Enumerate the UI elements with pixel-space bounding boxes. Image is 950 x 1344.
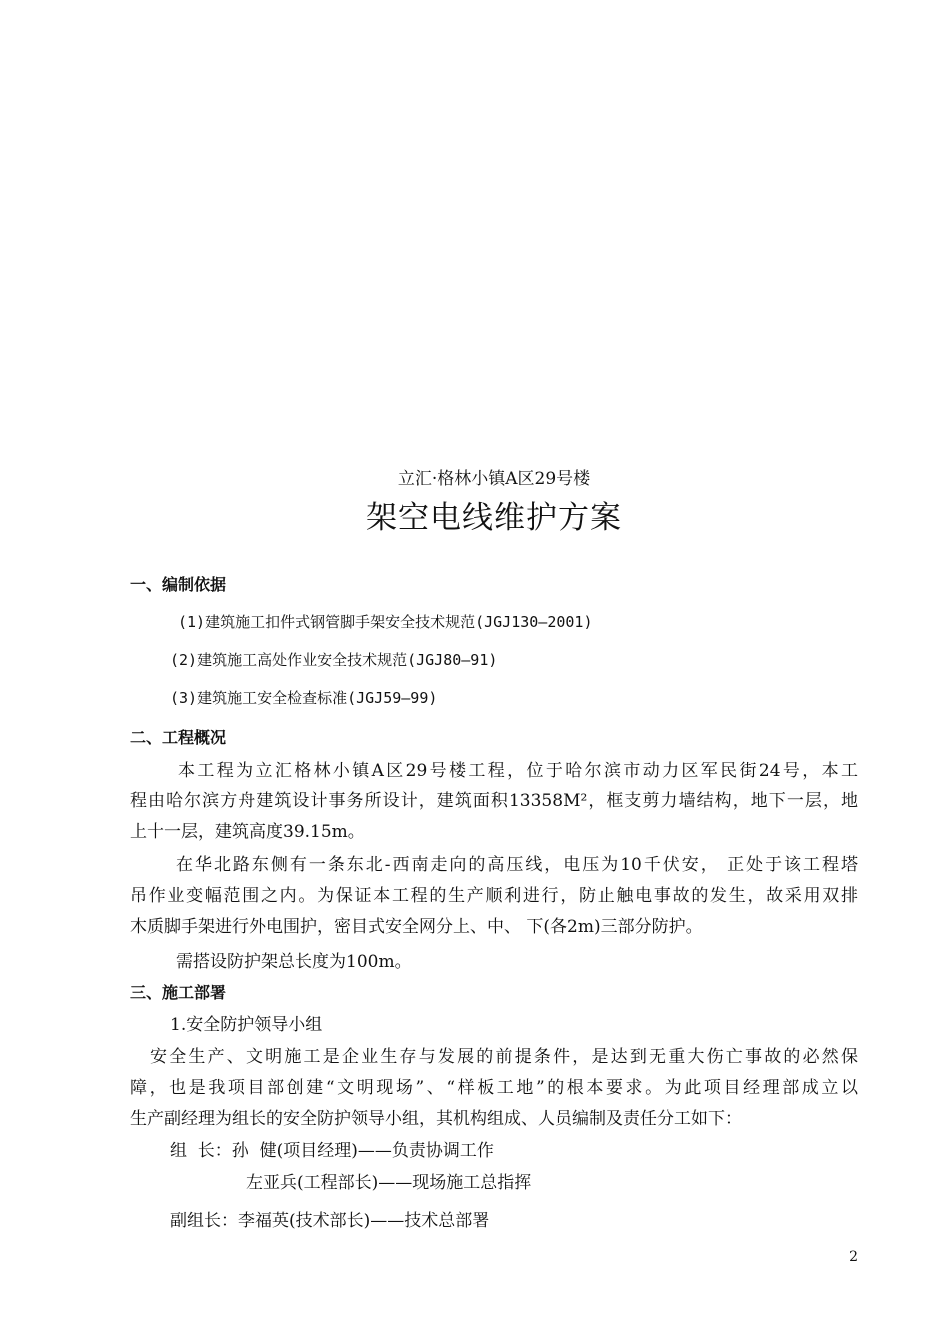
reference-item: (3)建筑施工安全检查标准(JGJ59—99) xyxy=(170,689,438,707)
section-heading-basis: 一、编制依据 xyxy=(130,575,227,594)
member-entry-deputy: 副组长：李福英(技术部长)——技术总部署 xyxy=(170,1211,490,1231)
section-heading-deployment: 三、施工部署 xyxy=(130,983,227,1002)
paragraph-line: 障，也是我项目部创建“文明现场”、“样板工地”的根本要求。为此项目经理部成立以 xyxy=(130,1078,858,1098)
paragraph-line: 本工程为立汇格林小镇A区29号楼工程，位于哈尔滨市动力区军民街24号，本工 xyxy=(178,761,858,781)
paragraph-line: 上十一层，建筑高度39.15m。 xyxy=(130,822,365,842)
page-number: 2 xyxy=(849,1249,858,1265)
document-title: 架空电线维护方案 xyxy=(366,500,622,536)
reference-item: (2)建筑施工高处作业安全技术规范(JGJ80—91) xyxy=(170,651,498,669)
reference-item: (1)建筑施工扣件式钢管脚手架安全技术规范(JGJ130—2001) xyxy=(178,613,593,631)
paragraph-line: 木质脚手架进行外电围护，密目式安全网分上、中、 下(各2m)三部分防护。 xyxy=(130,917,703,937)
document-subtitle: 立汇·格林小镇A区29号楼 xyxy=(397,469,591,489)
paragraph-line: 需搭设防护架总长度为100m。 xyxy=(176,952,412,972)
member-entry-commander: 左亚兵(工程部长)——现场施工总指挥 xyxy=(246,1173,532,1193)
paragraph-line: 吊作业变幅范围之内。为保证本工程的生产顺利进行，防止触电事故的发生，故采用双排 xyxy=(130,886,858,906)
paragraph-line: 安全生产、文明施工是企业生存与发展的前提条件，是达到无重大伤亡事故的必然保 xyxy=(150,1047,858,1067)
subsection-heading: 1.安全防护领导小组 xyxy=(170,1015,323,1035)
member-entry-leader: 组 长：孙 健(项目经理)——负责协调工作 xyxy=(170,1141,494,1161)
section-heading-overview: 二、工程概况 xyxy=(130,728,227,747)
paragraph-line: 程由哈尔滨方舟建筑设计事务所设计，建筑面积13358M²，框支剪力墙结构，地下一层，地 xyxy=(130,791,858,811)
paragraph-line: 在华北路东侧有一条东北-西南走向的高压线，电压为10千伏安， 正处于该工程塔 xyxy=(176,855,858,875)
paragraph-line: 生产副经理为组长的安全防护领导小组，其机构组成、人员编制及责任分工如下： xyxy=(130,1109,742,1129)
